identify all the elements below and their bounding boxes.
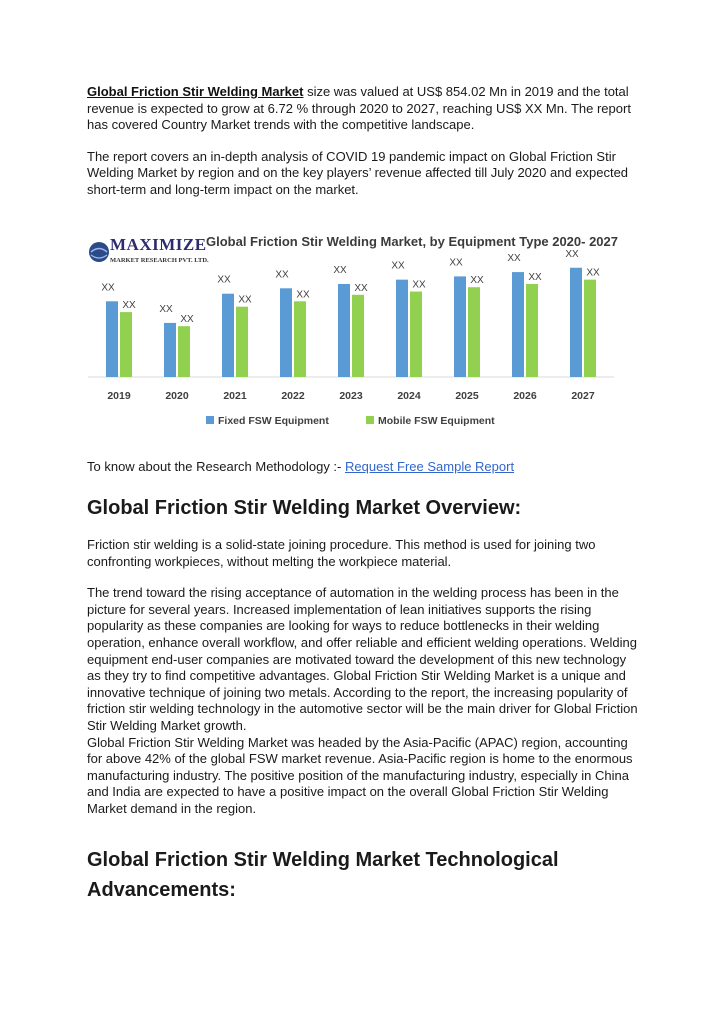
x-tick-label: 2019 [107,390,131,402]
bar-mobile-2021 [236,307,248,377]
data-label: XX [275,269,289,281]
legend-label: Fixed FSW Equipment [218,415,329,427]
legend-swatch [366,416,374,424]
intro-section [87,84,647,199]
x-tick-label: 2020 [165,390,189,402]
bar-fixed-2023 [338,284,350,377]
bar-mobile-2023 [352,295,364,377]
data-label: XX [122,300,136,312]
bar-fixed-2024 [396,280,408,377]
x-tick-label: 2025 [455,390,479,402]
overview-heading: Global Friction Stir Welding Market Overview: [87,497,522,519]
bar-fixed-2025 [454,276,466,377]
bar-mobile-2020 [178,326,190,377]
bar-fixed-2019 [106,301,118,377]
legend-swatch [206,416,214,424]
tech-heading: Global Friction Stir Welding Market Technological Advancements: [87,849,559,901]
data-label: XX [470,275,484,287]
overview-paragraph-3: Global Friction Stir Welding Market was headed by the Asia-Pacific (APAC) region, accounting for above 42% of the global FSW market revenue. Asia-Pacific region is home to the enormous manufacturing industry. The positive position of the manufacturing industry, especially in China and India are expected to have a positive impact on the overall Global Friction Stir Welding Market demand in the region. [87,734,633,816]
data-label: XX [412,279,426,291]
bar-mobile-2022 [294,301,306,377]
bar-mobile-2019 [120,312,132,377]
x-tick-label: 2021 [223,390,247,402]
intro-text: size was valued at US$ 854.02 Mn in 2019 and the total revenue is expected to grow at 6.72 % through 2020 to 2027, reaching US$ XX Mn. The report has covered Country Market trends with the competitive landscape. [87,84,631,133]
x-tick-label: 2022 [281,390,305,402]
bar-fixed-2026 [512,272,524,377]
data-label: XX [354,282,368,294]
data-label: XX [101,282,115,294]
bar-fixed-2022 [280,288,292,377]
data-label: XX [391,260,405,272]
logo-name: MAXIMIZE [110,235,207,254]
data-label: XX [296,289,310,301]
intro-paragraph [87,84,647,134]
bar-chart [88,229,618,439]
data-label: XX [159,303,173,315]
x-tick-label: 2023 [339,390,363,402]
covid-paragraph: The report covers an in-depth analysis of COVID 19 pandemic impact on Global Friction Stir Welding Market by region and on the key players’ revenue affected till July 2020 and expected short-term and long-term impact on the market. [87,148,629,197]
chart [88,229,618,439]
overview-paragraph-1: Friction stir welding is a solid-state joining procedure. This method is used for joining two confronting workpieces, without melting the workpiece material. [87,537,596,569]
data-label: XX [217,274,231,286]
overview-body [87,537,642,818]
overview-paragraph-2: The trend toward the rising acceptance of automation in the welding process has been in the picture for several years. Increased implementation of lean initiatives supports the rising popularity as these companies are looking for ways to reduce bottlenecks in their welding operation, enhance overall workflow, and offer reliable and efficient welding operations. Welding equipment end-user companies are motivated toward the development of this new technology as they try to find competitive advantages. Global Friction Stir Welding Market is a unique and innovative technique of joining two metals. According to the report, the increasing popularity of friction stir welding technology in the automotive sector will be the main driver for Global Friction Stir Welding Market growth. [87,585,638,733]
data-label: XX [238,294,252,306]
x-tick-label: 2026 [513,390,537,402]
x-tick-label: 2027 [571,390,595,402]
bar-mobile-2026 [526,284,538,377]
legend-label: Mobile FSW Equipment [378,415,495,427]
methodology-text: To know about the Research Methodology :- [87,459,345,474]
chart-title: Global Friction Stir Welding Market, by Equipment Type 2020- 2027 [206,234,619,249]
methodology-line [87,459,514,474]
bar-mobile-2025 [468,287,480,377]
bar-fixed-2021 [222,294,234,377]
bar-mobile-2024 [410,292,422,377]
data-label: XX [333,264,347,276]
sample-report-link[interactable]: Request Free Sample Report [344,459,515,474]
bar-fixed-2020 [164,323,176,377]
bar-fixed-2027 [570,268,582,377]
data-label: XX [565,248,579,260]
market-link[interactable]: Global Friction Stir Welding Market [87,84,304,99]
data-label: XX [586,267,600,279]
bar-mobile-2027 [584,280,596,377]
data-label: XX [449,257,463,269]
data-label: XX [528,271,542,283]
x-tick-label: 2024 [397,390,421,402]
data-label: XX [507,253,521,265]
logo-subtitle: MARKET RESEARCH PVT. LTD. [110,257,209,264]
data-label: XX [180,314,194,326]
